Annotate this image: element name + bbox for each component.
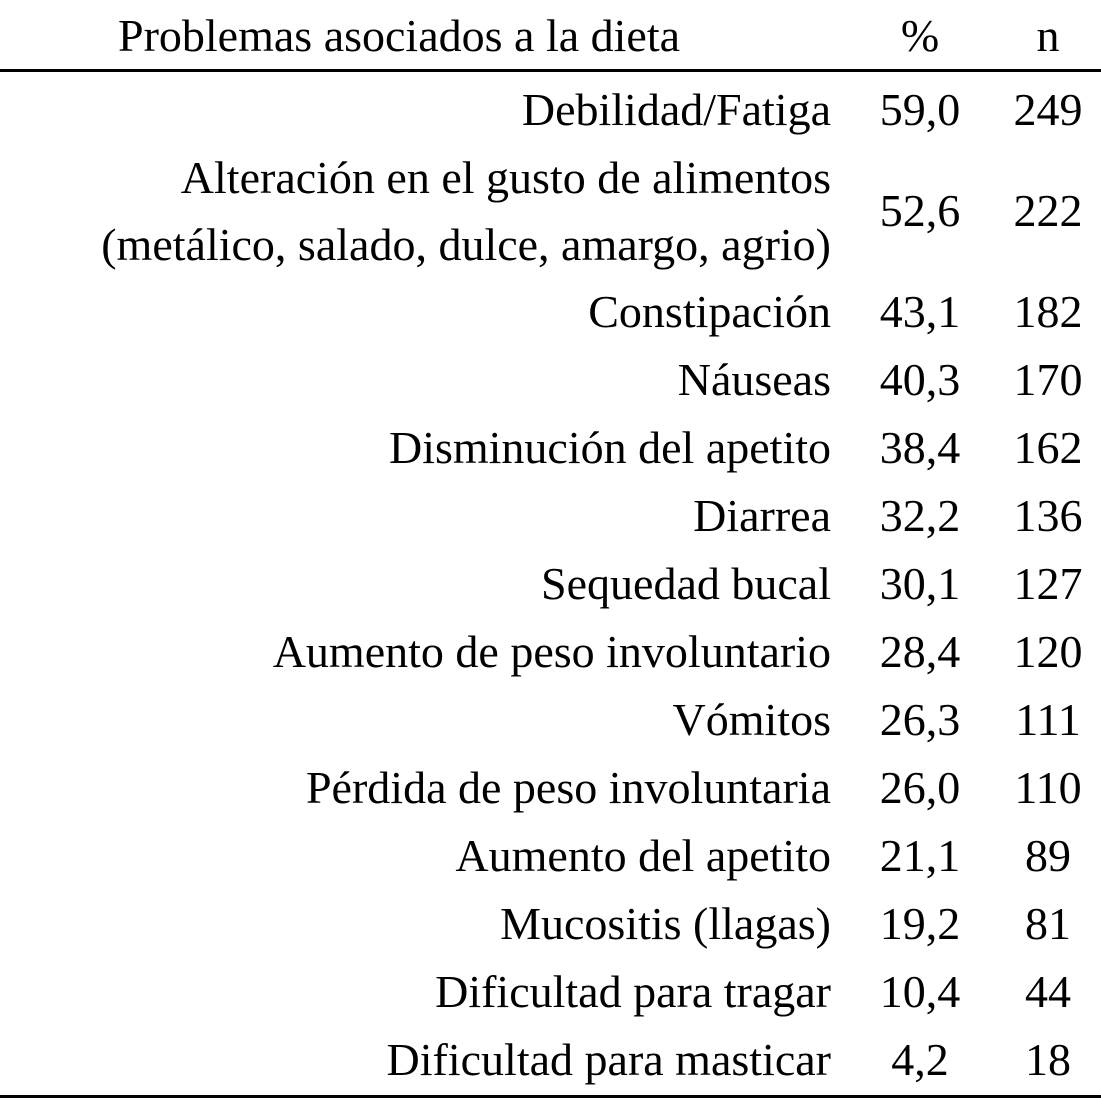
row-percent: 43,1 (879, 286, 961, 337)
row-label-line: Vómitos (672, 694, 831, 745)
row-label-line: (metálico, salado, dulce, amargo, agrio) (101, 219, 831, 270)
row-label (0, 958, 831, 1026)
row-label (0, 76, 831, 144)
row-label (0, 618, 831, 686)
row-percent: 40,3 (879, 354, 961, 405)
row-label-line: Aumento del apetito (455, 830, 831, 881)
row-n: 222 (1013, 185, 1083, 236)
row-label (0, 278, 831, 346)
row-n: 162 (1013, 422, 1083, 473)
row-label-line: Mucositis (llagas) (500, 898, 831, 949)
row-n: 249 (1013, 84, 1083, 135)
row-label-line: Dificultad para masticar (386, 1034, 831, 1085)
row-label-line: Alteración en el gusto de alimentos (180, 152, 831, 203)
row-label (0, 822, 831, 890)
row-label-line: Disminución del apetito (388, 422, 831, 473)
row-label-line: Diarrea (693, 490, 831, 541)
row-percent: 28,4 (879, 626, 961, 677)
row-n: 127 (1013, 558, 1083, 609)
row-n: 111 (1015, 694, 1081, 745)
table-row (0, 76, 1101, 144)
row-n: 182 (1013, 286, 1083, 337)
header-n: n (1036, 10, 1060, 61)
row-label-line: Constipación (588, 286, 831, 337)
row-percent: 26,0 (879, 762, 961, 813)
row-label (0, 144, 831, 278)
row-label-line: Dificultad para tragar (435, 966, 831, 1017)
row-label (0, 414, 831, 482)
row-label-line: Pérdida de peso involuntaria (305, 762, 831, 813)
header-rule (0, 69, 1101, 72)
row-percent: 52,6 (879, 185, 961, 236)
row-label-line: Debilidad/Fatiga (521, 84, 831, 135)
table-row (0, 754, 1101, 822)
row-percent: 26,3 (879, 694, 961, 745)
table-row (0, 550, 1101, 618)
row-label (0, 1026, 831, 1094)
row-label (0, 754, 831, 822)
row-label (0, 890, 831, 958)
row-n: 44 (1025, 966, 1071, 1017)
row-n: 170 (1013, 354, 1083, 405)
row-percent: 4,2 (891, 1034, 949, 1085)
table-row (0, 890, 1101, 958)
row-label (0, 482, 831, 550)
row-n: 81 (1025, 898, 1071, 949)
table-row (0, 1026, 1101, 1094)
header-percent: % (900, 10, 940, 61)
table-row (0, 144, 1101, 278)
row-n: 110 (1014, 762, 1082, 813)
table-row (0, 482, 1101, 550)
row-label (0, 550, 831, 618)
row-n: 120 (1013, 626, 1083, 677)
row-percent: 21,1 (879, 830, 961, 881)
row-percent: 38,4 (879, 422, 961, 473)
table-row (0, 822, 1101, 890)
table-row (0, 618, 1101, 686)
row-percent: 59,0 (879, 84, 961, 135)
table-row (0, 414, 1101, 482)
row-label-line: Náuseas (677, 354, 831, 405)
table-row (0, 686, 1101, 754)
row-label (0, 346, 831, 414)
header-problem: Problemas asociados a la dieta (118, 10, 681, 61)
row-label (0, 686, 831, 754)
table-row (0, 278, 1101, 346)
row-percent: 30,1 (879, 558, 961, 609)
row-n: 89 (1025, 830, 1071, 881)
row-percent: 19,2 (879, 898, 961, 949)
table-header-row (0, 2, 1101, 70)
row-label-line: Sequedad bucal (541, 558, 831, 609)
table-row (0, 346, 1101, 414)
bottom-rule (0, 1095, 1101, 1098)
row-label-line: Aumento de peso involuntario (272, 626, 831, 677)
table-row (0, 958, 1101, 1026)
row-percent: 10,4 (879, 966, 961, 1017)
row-n: 136 (1013, 490, 1083, 541)
row-percent: 32,2 (879, 490, 961, 541)
row-n: 18 (1025, 1034, 1071, 1085)
